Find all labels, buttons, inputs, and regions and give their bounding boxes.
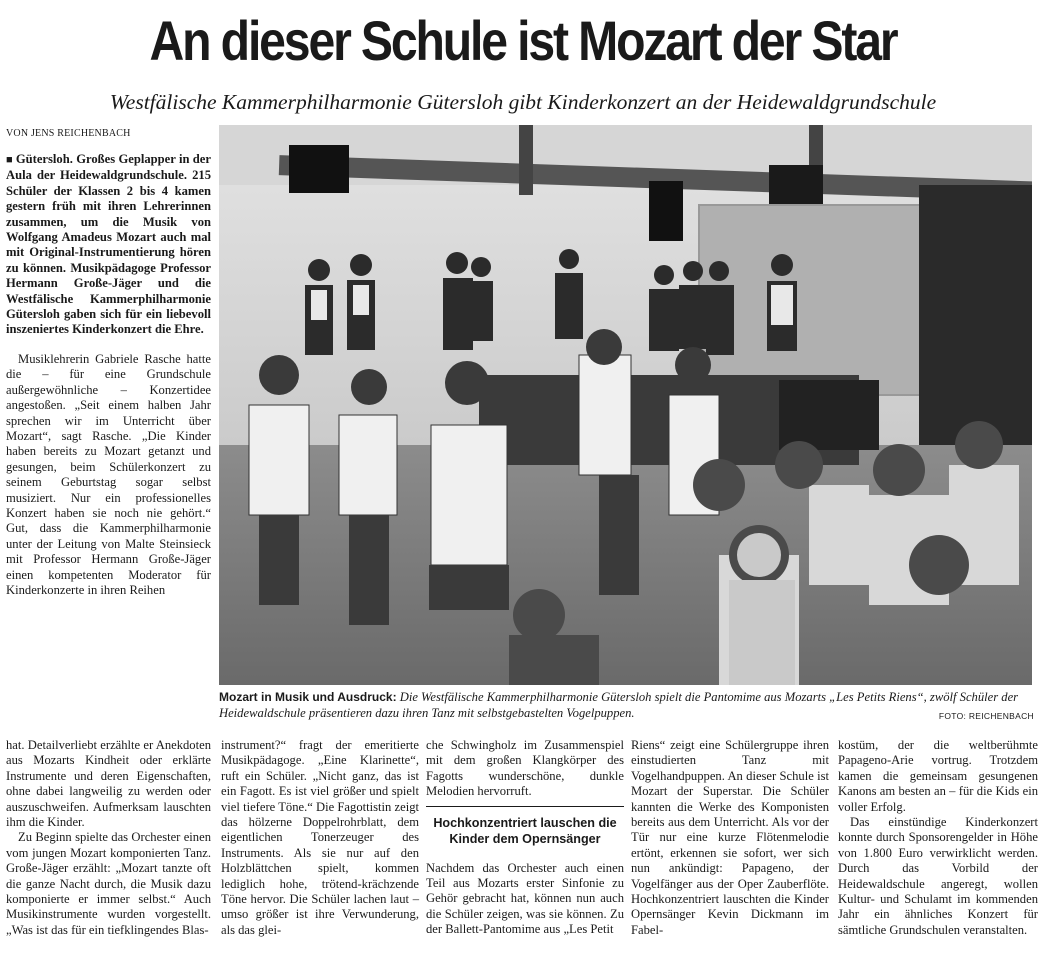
headline: An dieser Schule ist Mozart der Star [149, 9, 897, 72]
lead-paragraph: ■ Gütersloh. Großes Geplapper in der Aula der Heidewaldgrundschule. 215 Schüler der Klassen 2 bis 4 kamen gestern früh mit ihren Lehrerinnen zusammen, um die Musik von Wolfgang Amadeus Mozart auch mal mit Original-Instrumentierung hören zu können. Musikpädagoge Professor Hermann Große-Jäger und die Westfälische Kammerphilharmonie Gütersloh gaben sich für ein liebevoll inszeniertes Kinderkonzert die Ehre. [6, 152, 211, 338]
body-paragraph: che Schwingholz im Zusammenspiel mit dem großen Klangkörper des Fagotts wunderschöne, dunkle Melodien hervorruft. [426, 738, 624, 799]
caption-label: Mozart in Musik und Ausdruck: [219, 690, 397, 704]
article-column-3 [426, 738, 624, 938]
article-column-left [6, 152, 211, 598]
body-paragraph: Nachdem das Orchester auch einen Teil aus Mozarts erster Sinfonie zu Gehör gebracht hat, können nun auch die Schüler zeigen, was sie können. Zu der Ballett-Pantomime aus „Les Petit [426, 860, 624, 937]
caption-text: Die Westfälische Kammerphilharmonie Gütersloh spielt die Pantomime aus Mozarts „Les Petits Riens“, zwölf Schüler der Heidewaldschule präsentieren dazu ihren Tanz mit selbstgebastelten Vogelpuppen. [219, 690, 1019, 720]
concert-photo [219, 125, 1032, 685]
concert-photo-illustration [219, 125, 1032, 685]
section-subheading: Hochkonzentriert lauschen die Kinder dem Opernsänger [426, 806, 624, 853]
article-column-1 [6, 738, 211, 938]
byline: VON JENS REICHENBACH [6, 128, 131, 139]
body-paragraph: Riens“ zeigt eine Schülergruppe ihren einstudierten Tanz mit Vogelhandpuppen. An dieser Schule ist Mozart der Superstar. Die Schüler kannten die Werke des Komponisten bereits aus dem Unterricht. Als vor der Tür nur eine kurze Flötenmelodie ertönt, erkennen sie sofort, wer sich nun ankündigt: Papageno, der Vogelfänger aus der Oper Zauberflöte. Hochkonzentriert lauschten die Kinder Opernsänger Kevin Dickmann im Fabel- [631, 738, 829, 937]
body-paragraph: kostüm, der die weltberühmte Papageno-Arie vortrug. Trotzdem kamen die gemeinsam gesungenen Kanons am besten an – für die Kids ein voller Erfolg. [838, 738, 1038, 814]
body-paragraph: instrument?“ fragt der emeritierte Musikpädagoge. „Eine Klarinette“, ruft ein Schüler. „Nicht ganz, das ist ein Fagott. Es ist viel größer und spielt viel tiefere Töne.“ Die Fagottistin zeigt das hölzerne Doppelrohrblatt, dem eigentlichen Tonerzeuger des Instruments. Als sie nur auf den Holzblättchen spielt, kommen lediglich hohe, trötend-krächzende Töne hervor. Die Schüler lachen laut – umso größer ist ihre Verwunderung, als das glei- [221, 738, 419, 937]
body-paragraph: hat. Detailverliebt erzählte er Anekdoten aus Mozarts Kindheit oder erklärte Instrumente und deren Eigenschaften, ohne dabei langweilig zu werden oder auszuschweifen. Aufmerksam lauschten ihm die Kinder. [6, 738, 211, 830]
body-paragraph: Das einstündige Kinderkonzert konnte durch Sponsorengelder in Höhe von 1.800 Euro verwirklicht werden. Durch das Vorbild der Heidewaldschule angeregt, wollen Kultur- und Schulamt im kommenden Jahr ein ähnliches Konzert für sämtliche Grundschulen veranstalten. [838, 815, 1038, 937]
article-column-4 [631, 738, 829, 938]
article-column-2 [221, 738, 419, 938]
photo-caption [219, 689, 1034, 721]
body-paragraph: Zu Beginn spielte das Orchester einen vom jungen Mozart komponierten Tanz. Große-Jäger erzählt: „Mozart tanzte oft die ganze Nacht durch, die Musik dazu komponierte er immer selbst.“ Auch Musikinstrumente wurden vorgestellt. „Was ist das für ein tiefklingendes Blas- [6, 830, 211, 937]
subheadline: Westfälische Kammerphilharmonie Gütersloh gibt Kinderkonzert an der Heidewaldgrundschule [109, 90, 937, 114]
article-column-5 [838, 738, 1038, 938]
photo-credit: FOTO: REICHENBACH [938, 711, 1034, 721]
body-paragraph: Musiklehrerin Gabriele Rasche hatte die – für eine Grundschule außergewöhnliche – Konzertidee angestoßen. „Seit einem halben Jahr sprechen wir im Unterricht über Mozart“, sagt Rasche. „Die Kinder haben bereits zu Mozart getanzt und gesungen, beim Schülerkonzert zu seinem Geburtstag sogar selbst musiziert. Nur ein professionelles Konzert haben sie noch nie gehört.“ Gut, dass die Kammerphilharmonie unter der Leitung von Malte Steinsieck mit Professor Hermann Große-Jäger einen kompetenten Moderator für Kinderkonzerte in ihren Reihen [6, 351, 211, 597]
